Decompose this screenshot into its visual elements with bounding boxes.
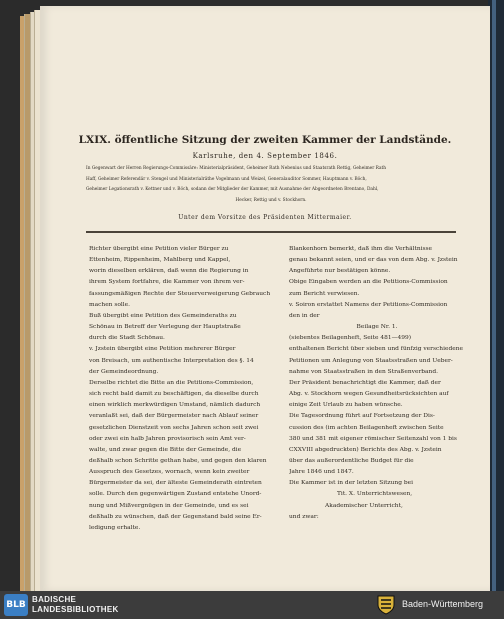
text-line: zum Bericht verwiesen. (289, 290, 360, 297)
text-line: sich recht bald damit zu beschäftigen, da dieselbe durch (89, 391, 259, 398)
text-line: Ausspruch des Gesetzes, wornach, wenn kein zweiter (89, 469, 250, 476)
session-dateline: Karlsruhe, den 4. September 1846. (192, 152, 338, 160)
text-line: gesetzlichen Dienstzeit von sechs Jahren schon seit zwei (89, 424, 259, 431)
text-line: Petitionen um Anlegung von Staatsstraßen und Ueber- (289, 357, 453, 364)
text-line: oder zwei ein halb Jahren provisorisch sein Amt ver- (89, 435, 246, 442)
text-line: Obige Eingaben werden an die Petitions-Commission (289, 279, 448, 286)
attendance-line: Hecker, Rettig und v. Stockhorn. (235, 197, 307, 203)
text-line: Abg. v. Stockhorn wegen Gesundheitsrücksichten auf (289, 391, 449, 398)
text-line: Angeführte nur bestätigen könne. (289, 268, 391, 275)
text-line: CXXVIII abgedruckten) Berichts des Abg. v. Jzstein (289, 446, 442, 453)
text-line: cussion des (im achten Beilagenheft zwischen Seite (289, 424, 444, 431)
text-line: enthaltenen Bericht über sieben und fünfzig verschiedene (289, 346, 464, 353)
text-line: Ettenheim, Rippenheim, Mahlberg und Kappel, (89, 257, 231, 264)
library-name-line: BADISCHE (32, 595, 77, 604)
text-line: Richter übergibt eine Petition vieler Bürger zu (89, 246, 229, 252)
text-line: fassungsmäßigen Rechte der Steuerverweigerung Gebrauch (89, 290, 271, 297)
text-line: 380 und 381 mit eigener römischer Seitenzahl von 1 bis (289, 435, 457, 442)
chair-line: Unter dem Vorsitze des Präsidenten Mittermaier. (178, 214, 352, 221)
text-line: der Gemeindeordnung. (89, 368, 159, 375)
text-line: nung und Mißvergnügen in der Gemeinde, und es sei (89, 502, 249, 509)
text-line: Akademischer Unterricht, (325, 502, 403, 509)
attendance-line: Geheimer Legationsrath v. Kettner und v. Böch, sodann der Mitglieder der Kammer, mit Ausnahme der Abgeordneten Brentano, Dahl, (86, 187, 379, 193)
state-name[interactable]: Baden-Württemberg (402, 599, 484, 609)
text-line: einen wirklich merkwürdigen Umstand, nämlich dadurch (89, 402, 261, 409)
blb-logo-icon[interactable]: BLB (4, 594, 28, 616)
text-line: genau bekannt seien, und er das von dem Abg. v. Jzstein (289, 257, 458, 264)
text-line: Die Tagesordnung führt auf Fortsetzung der Dis- (289, 413, 435, 420)
book-spine (488, 0, 504, 591)
section-rule (86, 231, 456, 233)
text-line: einige Zeit Urlaub zu haben wünsche. (289, 402, 403, 409)
text-line: Buß übergibt eine Petition des Gemeinderaths zu (89, 312, 237, 319)
text-line: Beilage Nr. 1. (356, 324, 398, 331)
text-line: über das außerordentliche Budget für die (289, 457, 414, 464)
text-line: v. Soiron erstattet Namens der Petitions-Commission (289, 301, 448, 308)
text-line: Tit. X. Unterrichtswesen, (337, 491, 413, 498)
text-line: Jahre 1846 und 1847. (289, 469, 354, 476)
text-line: nahme von Staatsstraßen in den Straßenverband. (289, 368, 438, 375)
library-name-line: LANDESBIBLIOTHEK (32, 605, 119, 614)
text-line: deßhalb schon Schritte gethan habe, und gegen den klaren (89, 457, 267, 464)
attendance-line: Haff, Geheimer Referendär v. Stengel und Ministerialräthe Vogelmann und Weizel, Generalauditor Sommer, Hauptmann v. Böch, (86, 176, 367, 182)
text-line: worin dieselben erklären, daß wenn die Regierung in (89, 268, 249, 275)
text-line: durch die Stadt Schönau. (89, 335, 165, 342)
text-line: deßhalb zu wünschen, daß der Gegenstand bald seine Er- (89, 513, 262, 520)
text-line: von Breisach, um authentische Interpretation des §. 14 (89, 357, 254, 364)
text-line: solle. Durch den gegenwärtigen Zustand entstehe Unord- (89, 491, 262, 498)
library-name[interactable] (32, 595, 119, 615)
text-line: Bürgermeister da sei, der älteste Gemeinderath eintreten (89, 480, 262, 487)
text-line: Schönau in Betreff der Verlegung der Hauptstraße (89, 324, 241, 331)
text-line: walte, und zwar gegen die Bitte der Gemeinde, die (89, 446, 242, 453)
text-line: Die Kammer ist in der letzten Sitzung bei (289, 480, 413, 487)
text-line: v. Jzstein übergibt eine Petition mehrerer Bürger (89, 346, 236, 353)
left-text-column (89, 244, 272, 534)
text-line: veranlaßt sei, daß der Bürgermeister nach Ablauf seiner (89, 413, 259, 420)
session-heading: LXIX. öffentliche Sitzung der zweiten Kammer der Landstände. (78, 134, 452, 146)
right-text-column (289, 244, 465, 523)
text-line: ihrem System fortfahre, die Kammer von ihrem ver- (89, 279, 245, 286)
attendance-paragraph (86, 164, 456, 206)
text-line: und zwar: (289, 513, 319, 520)
text-line: machen solle. (89, 301, 131, 308)
attendance-line: In Gegenwart der Herren Regierungs-Commissäre: Ministerialpräsident, Geheimer Rath Nebenius und Staatsrath Rettig, Geheimer Rath (86, 166, 387, 171)
coat-of-arms-icon (376, 594, 396, 616)
text-line: den in der (289, 312, 320, 319)
document-page (40, 6, 490, 591)
text-line: Blankenhorn bemerkt, daß ihm die Verhältnisse (289, 246, 433, 252)
footer-bar (0, 591, 504, 619)
book-binding-edge (492, 0, 496, 591)
text-line: ledigung erhalte. (89, 524, 141, 531)
text-line: (siebentes Beilagenheft, Seite 481—499) (289, 335, 412, 342)
text-line: Derselbe richtet die Bitte an die Petitions-Commission, (89, 379, 254, 386)
text-line: Der Präsident benachrichtigt die Kammer, daß der (289, 379, 441, 386)
